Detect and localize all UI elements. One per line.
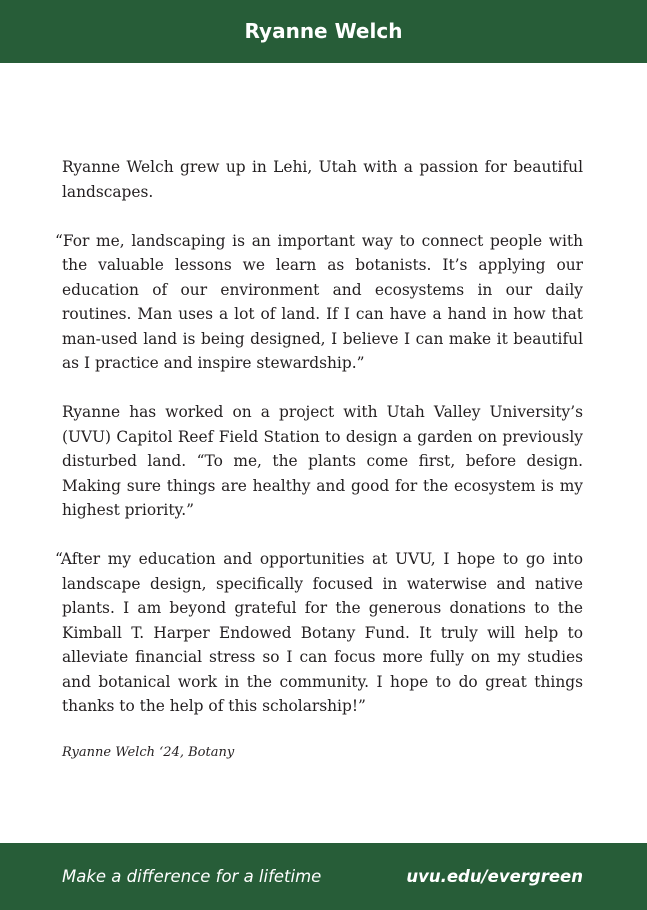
page-title: Ryanne Welch xyxy=(244,19,403,43)
footer-url-link[interactable]: uvu.edu/evergreen xyxy=(406,867,583,886)
attribution: Ryanne Welch ‘24, Botany xyxy=(62,745,235,760)
quote-paragraph-landscaping: “For me, landscaping is an important way to connect people with the valuable lessons we learn as botanists. It’s applying our education of our environment and ecosystems in our daily routines. Man uses a lot of land. If I can have a hand in how that man-used land is being designed, I believe I can make it beautiful as I practice and inspire stewardship.” xyxy=(55,231,583,372)
project-paragraph: Ryanne has worked on a project with Utah Valley University’s (UVU) Capitol Reef Field Station to design a garden on previously disturbed land. “To me, the plants come first, before design. Making sure things are healthy and good for the ecosystem is my highest priority.” xyxy=(62,403,583,519)
intro-paragraph: Ryanne Welch grew up in Lehi, Utah with a passion for beautiful landscapes. xyxy=(62,158,583,201)
profile-body xyxy=(55,155,583,763)
quote-paragraph-gratitude: “After my education and opportunities at UVU, I hope to go into landscape design, specifically focused in waterwise and native plants. I am beyond grateful for the generous donations to the Kimball T. Harper Endowed Botany Fund. It truly will help to alleviate financial stress so I can focus more fully on my studies and botanical work in the community. I hope to do great things thanks to the help of this scholarship!” xyxy=(55,550,583,715)
footer-tagline: Make a difference for a lifetime xyxy=(62,867,322,886)
